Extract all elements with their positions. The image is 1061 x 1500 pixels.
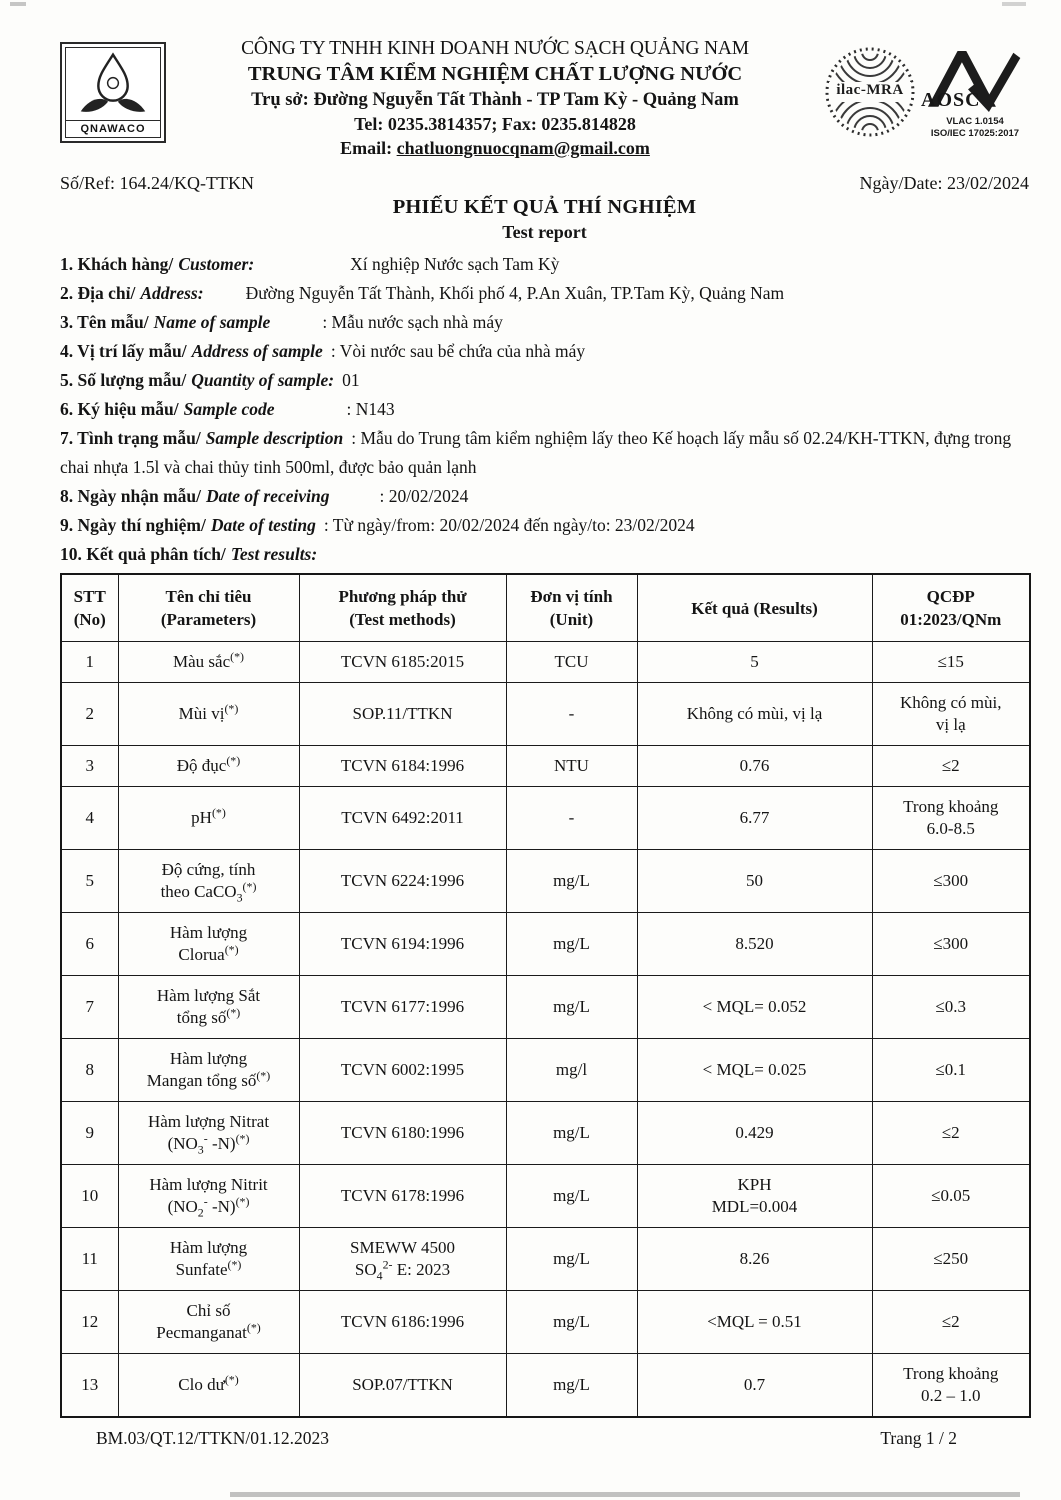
accreditation-logos [824,44,1029,140]
cell-parameter: Màu sắc(*) [118,642,299,683]
cell-unit: - [506,787,637,850]
cell-result: < MQL= 0.052 [637,976,872,1039]
cell-result: KPH MDL=0.004 [637,1165,872,1228]
info-item [60,395,1029,424]
cell-no: 1 [61,642,118,683]
page-title: PHIẾU KẾT QUẢ THÍ NGHIỆM [392,196,697,218]
cell-limit: ≤2 [872,746,1030,787]
cell-result: 0.76 [637,746,872,787]
cell-unit: mg/l [506,1039,637,1102]
table-row [61,746,1030,787]
info-value: Xí nghiệp Nước sạch Tam Kỳ [350,254,560,274]
cell-result: 6.77 [637,787,872,850]
info-item [60,279,1029,308]
cell-parameter: Độ cứng, tính theo CaCO$_3$(*) [118,850,299,913]
cell-limit: ≤2 [872,1291,1030,1354]
cell-parameter: Mùi vị(*) [118,683,299,746]
table-row [61,1039,1030,1102]
cell-unit: mg/L [506,850,637,913]
table-row [61,1291,1030,1354]
cell-method: TCVN 6178:1996 [299,1165,506,1228]
cell-limit: ≤0.05 [872,1165,1030,1228]
cell-no: 12 [61,1291,118,1354]
cell-method: TCVN 6492:2011 [299,787,506,850]
address-line: Trụ sở: Đường Nguyễn Tất Thành - TP Tam Kỳ - Quảng Nam [251,90,739,110]
info-label-en: Date of testing [210,515,316,535]
table-header-row [61,574,1030,642]
cell-unit: NTU [506,746,637,787]
cell-limit: Trong khoảng 6.0-8.5 [872,787,1030,850]
ilac-mra-stamp [824,44,916,140]
report-date: Ngày/Date: 23/02/2024 [859,173,1029,193]
email-line [172,138,818,159]
center-name: TRUNG TÂM KIỂM NGHIỆM CHẤT LƯỢNG NƯỚC [247,63,743,85]
info-label-en: Address of sample [191,341,323,361]
header-unit: Đơn vị tính (Unit) [506,574,637,642]
header-no: STT (No) [61,574,118,642]
header-parameter: Tên chỉ tiêu (Parameters) [118,574,299,642]
table-row [61,1354,1030,1418]
cell-method: TCVN 6185:2015 [299,642,506,683]
cell-method: SOP.11/TTKN [299,683,506,746]
cell-method: TCVN 6180:1996 [299,1102,506,1165]
table-row [61,850,1030,913]
info-label-vi: 8. Ngày nhận mẫu/ [60,486,202,506]
results-table [60,573,1031,1418]
scan-artifact [10,2,26,6]
info-value: Đường Nguyễn Tất Thành, Khối phố 4, P.An Xuân, TP.Tam Kỳ, Quảng Nam [245,283,785,303]
cell-unit: TCU [506,642,637,683]
cell-parameter: Hàm lượng Sunfate(*) [118,1228,299,1291]
cell-method: TCVN 6224:1996 [299,850,506,913]
cell-parameter: Hàm lượng Nitrit ($NO_2^-$ -N)(*) [118,1165,299,1228]
cell-parameter: Độ đục(*) [118,746,299,787]
cell-method: SMEWW 4500 $SO_4^{2-}$ E: 2023 [299,1228,506,1291]
cell-result: < MQL= 0.025 [637,1039,872,1102]
company-logo-caption: QNAWACO [66,120,160,137]
accreditation-code: VLAC 1.0154 [946,116,1004,127]
tel-fax-line: Tel: 0235.3814357; Fax: 0235.814828 [354,114,636,134]
info-item [60,337,1029,366]
info-label-en: Name of sample [153,312,271,332]
header-result: Kết quả (Results) [637,574,872,642]
cell-parameter: Clo dư(*) [118,1354,299,1418]
info-item [60,424,1029,482]
table-row [61,642,1030,683]
water-drop-hands-icon [69,50,157,120]
cell-no: 8 [61,1039,118,1102]
letterhead [60,36,1029,159]
table-row [61,1228,1030,1291]
cell-parameter: Hàm lượng Sắt tổng số(*) [118,976,299,1039]
cell-no: 7 [61,976,118,1039]
email-label: Email: [340,138,393,158]
info-item [60,511,1029,540]
cell-no: 10 [61,1165,118,1228]
cell-limit: Không có mùi, vị lạ [872,683,1030,746]
ref-date-row [60,173,1029,194]
info-item [60,482,1029,511]
cell-method: TCVN 6177:1996 [299,976,506,1039]
info-item [60,250,1029,279]
info-item [60,308,1029,337]
cell-limit: Trong khoảng 0.2 – 1.0 [872,1354,1030,1418]
scan-artifact [230,1492,1020,1497]
info-label-vi: 6. Ký hiệu mẫu/ [60,399,179,419]
info-label-vi: 5. Số lượng mẫu/ [60,370,187,390]
company-name: CÔNG TY TNHH KINH DOANH NƯỚC SẠCH QUẢNG NAM [241,38,749,59]
cell-no: 9 [61,1102,118,1165]
cell-parameter: Hàm lượng Mangan tổng số(*) [118,1039,299,1102]
cell-limit: ≤250 [872,1228,1030,1291]
table-row [61,1102,1030,1165]
cell-result: <MQL = 0.51 [637,1291,872,1354]
cell-no: 11 [61,1228,118,1291]
accreditation-standard: ISO/IEC 17025:2017 [930,128,1020,139]
cell-no: 3 [61,746,118,787]
email-address: chatluongnuocqnam@gmail.com [396,138,650,158]
cell-method: TCVN 6184:1996 [299,746,506,787]
company-logo [60,42,166,143]
cell-result: 0.429 [637,1102,872,1165]
cell-result: Không có mùi, vị lạ [637,683,872,746]
cell-limit: ≤0.1 [872,1039,1030,1102]
footer-page-number: Trang 1 / 2 [880,1428,957,1448]
cell-method: TCVN 6186:1996 [299,1291,506,1354]
info-value: : 20/02/2024 [379,486,469,506]
info-label-vi: 9. Ngày thí nghiệm/ [60,515,206,535]
cell-method: TCVN 6194:1996 [299,913,506,976]
info-value: 01 [342,370,360,390]
info-value: : Mẫu do Trung tâm kiểm nghiệm lấy theo Kế hoạch lấy mẫu số 02.24/KH-TTKN, đựng trong chai nhựa 1.5l và chai thủy tinh 500ml, được bảo quản lạnh [60,428,1012,477]
cell-parameter: Chỉ số Pecmanganat(*) [118,1291,299,1354]
ref-number: Số/Ref: 164.24/KQ-TTKN [60,173,254,193]
cell-parameter: pH(*) [118,787,299,850]
cell-method: SOP.07/TTKN [299,1354,506,1418]
footer-form-code: BM.03/QT.12/TTKN/01.12.2023 [96,1428,330,1448]
cell-unit: mg/L [506,1165,637,1228]
page-subtitle: Test report [502,222,587,242]
info-label-en: Test results: [230,544,318,564]
info-label-vi: 7. Tình trạng mẫu/ [60,428,201,448]
table-row [61,683,1030,746]
info-label-en: Address: [140,283,204,303]
cell-result: 8.520 [637,913,872,976]
table-row [61,976,1030,1039]
cell-no: 6 [61,913,118,976]
cell-parameter: Hàm lượng Clorua(*) [118,913,299,976]
info-label-vi: 1. Khách hàng/ [60,254,174,274]
aosc-label: AOSC [921,89,981,111]
info-label-en: Date of receiving [206,486,330,506]
info-label-en: Sample code [183,399,275,419]
cell-unit: - [506,683,637,746]
header-limit: QCĐP 01:2023/QNm [872,574,1030,642]
cell-unit: mg/L [506,1228,637,1291]
info-label-vi: 10. Kết quả phân tích/ [60,544,226,564]
table-row [61,787,1030,850]
info-item [60,540,1029,569]
info-label-vi: 4. Vị trí lấy mẫu/ [60,341,187,361]
info-value: : Từ ngày/from: 20/02/2024 đến ngày/to: 23/02/2024 [323,515,695,535]
aosc-figure [921,44,1029,112]
cell-limit: ≤300 [872,850,1030,913]
info-value: : Mẫu nước sạch nhà máy [322,312,503,332]
cell-result: 5 [637,642,872,683]
info-label-en: Customer: [178,254,255,274]
info-label-vi: 2. Địa chỉ/ [60,283,136,303]
table-row [61,1165,1030,1228]
info-item [60,366,1029,395]
info-value: : N143 [346,399,395,419]
cell-no: 2 [61,683,118,746]
cell-method: TCVN 6002:1995 [299,1039,506,1102]
cell-unit: mg/L [506,1354,637,1418]
info-value: : Vòi nước sau bể chứa của nhà máy [330,341,586,361]
cell-unit: mg/L [506,976,637,1039]
cell-limit: ≤15 [872,642,1030,683]
cell-unit: mg/L [506,1102,637,1165]
company-logo-frame [65,47,161,138]
footer [60,1418,1029,1449]
cell-result: 8.26 [637,1228,872,1291]
cell-unit: mg/L [506,1291,637,1354]
cell-limit: ≤2 [872,1102,1030,1165]
cell-no: 4 [61,787,118,850]
sample-info-list [60,250,1029,569]
scan-artifact [1002,2,1026,6]
cell-limit: ≤0.3 [872,976,1030,1039]
info-label-en: Sample description [205,428,344,448]
cell-result: 50 [637,850,872,913]
ilac-mra-label: ilac-MRA [836,82,904,98]
cell-result: 0.7 [637,1354,872,1418]
info-label-en: Quantity of sample: [191,370,335,390]
table-row [61,913,1030,976]
cell-parameter: Hàm lượng Nitrat ($NO_3^-$ -N)(*) [118,1102,299,1165]
header-method: Phương pháp thử (Test methods) [299,574,506,642]
aosc-logo [921,44,1029,140]
info-label-vi: 3. Tên mẫu/ [60,312,149,332]
cell-limit: ≤300 [872,913,1030,976]
cell-unit: mg/L [506,913,637,976]
cell-no: 13 [61,1354,118,1418]
cell-no: 5 [61,850,118,913]
letterhead-center [166,36,824,159]
